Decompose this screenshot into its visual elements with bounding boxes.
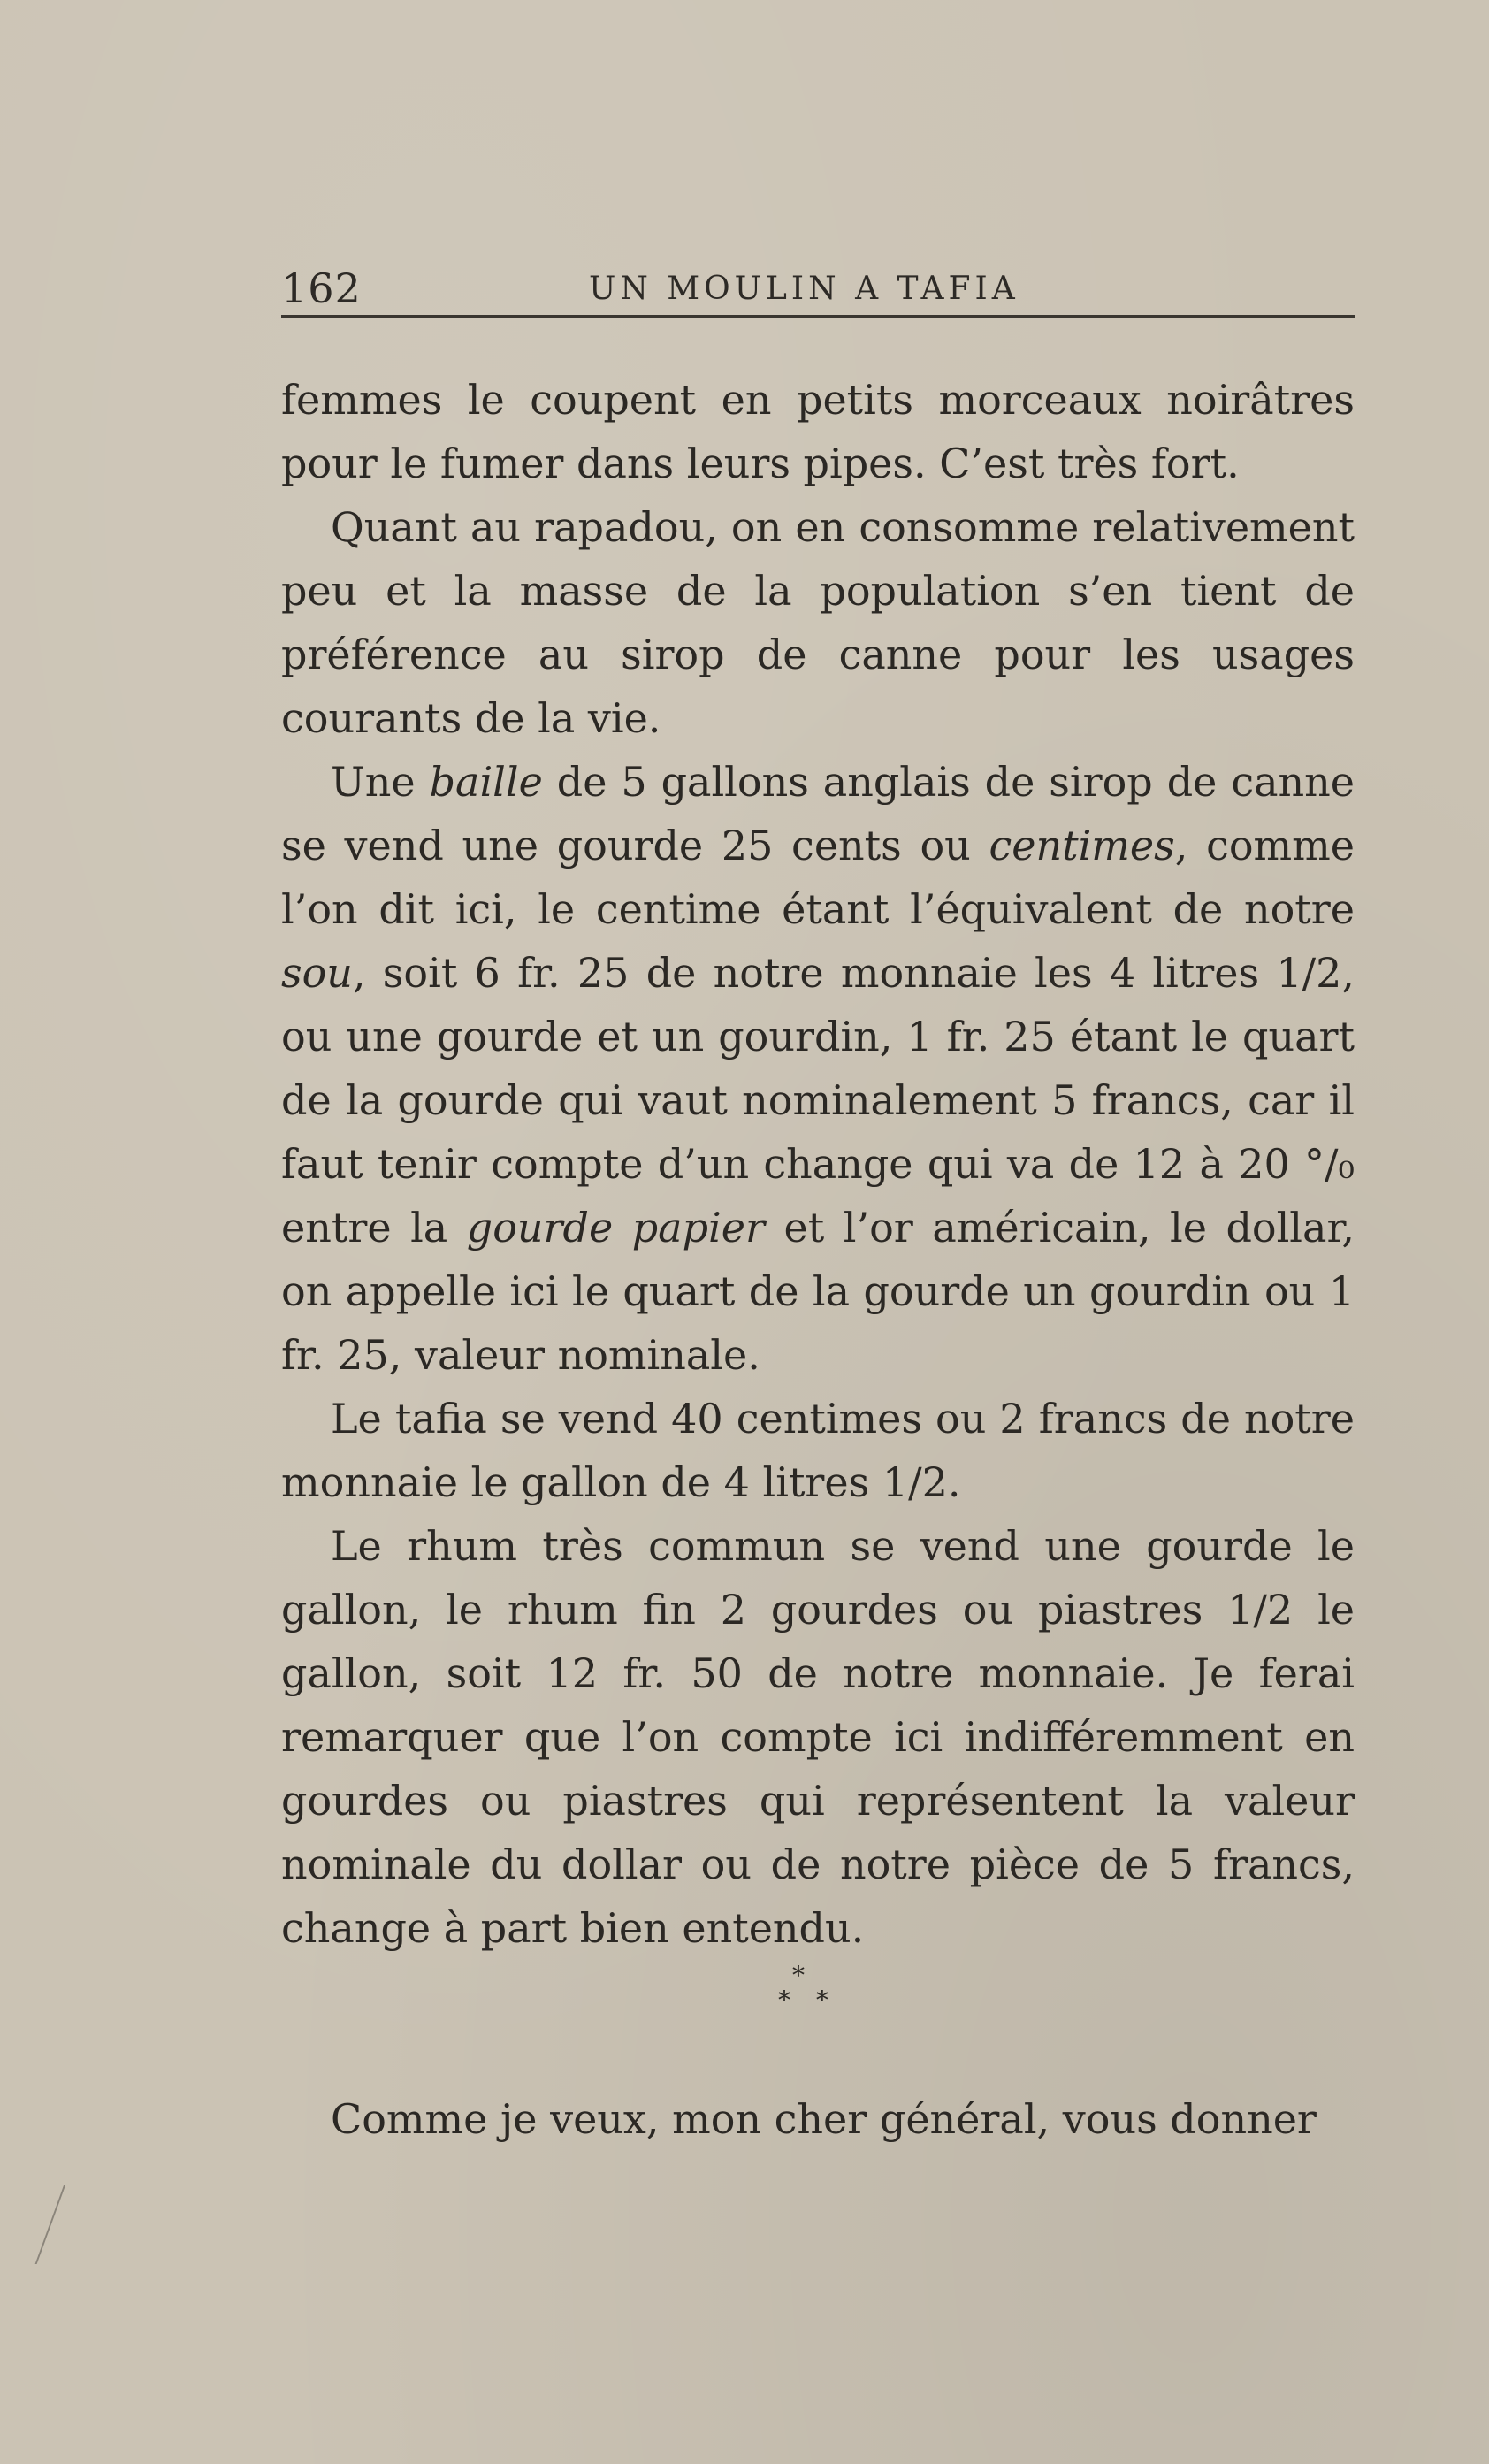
running-title: UN MOULIN A TAFIA [589, 271, 1019, 307]
paragraph-tafia: Le tafia se vend 40 centimes ou 2 francs de notre monnaie le gallon de 4 litres 1/2. [281, 1395, 1355, 1506]
p3-italic-gourde-papier: gourde papier [466, 1204, 765, 1251]
p3-text-a: Une [331, 758, 430, 806]
p3-text-i: et l’or américain, le dollar, on appelle ici le quart de la gourde un gourdin ou 1 fr. 25, valeur nominale. [281, 1204, 1355, 1379]
pencil-mark [35, 2185, 102, 2264]
p3-italic-centimes: centimes [989, 822, 1175, 869]
p3-text-e: , comme l’on dit ici, le centime étant l’équivalent de notre [281, 822, 1355, 933]
paragraph-next: Comme je veux, mon cher général, vous donner [331, 2095, 1317, 2143]
paragraph-continued [281, 368, 1355, 432]
p3-text-g: , soit 6 fr. 25 de notre monnaie les 4 litres 1/2, ou une gourde et un gourdin, 1 fr. 25 étant le quart de la gourde qui vaut nominalement 5 francs, car il faut tenir compte d’un change qui va de 12 à 20 °/₀ entre la [281, 949, 1355, 1251]
p3-italic-baille: baille [429, 758, 543, 806]
paragraph-rapadou: Quant au rapadou, on en consomme relativement peu et la masse de la population s’en tient de préférence au sirop de canne pour les usages courants de la vie. [281, 503, 1355, 742]
paragraph-continued-line-2: pour le fumer dans leurs pipes. C’est très fort. [281, 440, 1240, 487]
paragraph-baille [281, 750, 1355, 1387]
running-head [281, 265, 1355, 311]
p3-text-c: de 5 gallons anglais de sirop de canne se vend une gourde 25 cents ou [281, 758, 1355, 869]
body-text [281, 368, 1355, 1960]
asterism-top: * [792, 1961, 805, 1990]
paragraph-continued-end [281, 432, 1355, 495]
paragraph-continued-line-1: femmes le coupent en petits morceaux noirâtres [281, 376, 1355, 424]
asterism-bottom: * * [778, 1986, 837, 2015]
p3-italic-sou: sou [281, 949, 353, 997]
header-rule [281, 315, 1355, 318]
paragraph-rhum: Le rhum très commun se vend une gourde le gallon, le rhum fin 2 gourdes ou piastres 1/2 le gallon, soit 12 fr. 50 de notre monnaie. Je ferai remarquer que l’on compte ici indifféremment en gourdes ou piastres qui représentent la valeur nominale du dollar ou de notre pièce de 5 francs, change à part bien entendu. [281, 1522, 1355, 1952]
page-number: 162 [281, 264, 362, 312]
